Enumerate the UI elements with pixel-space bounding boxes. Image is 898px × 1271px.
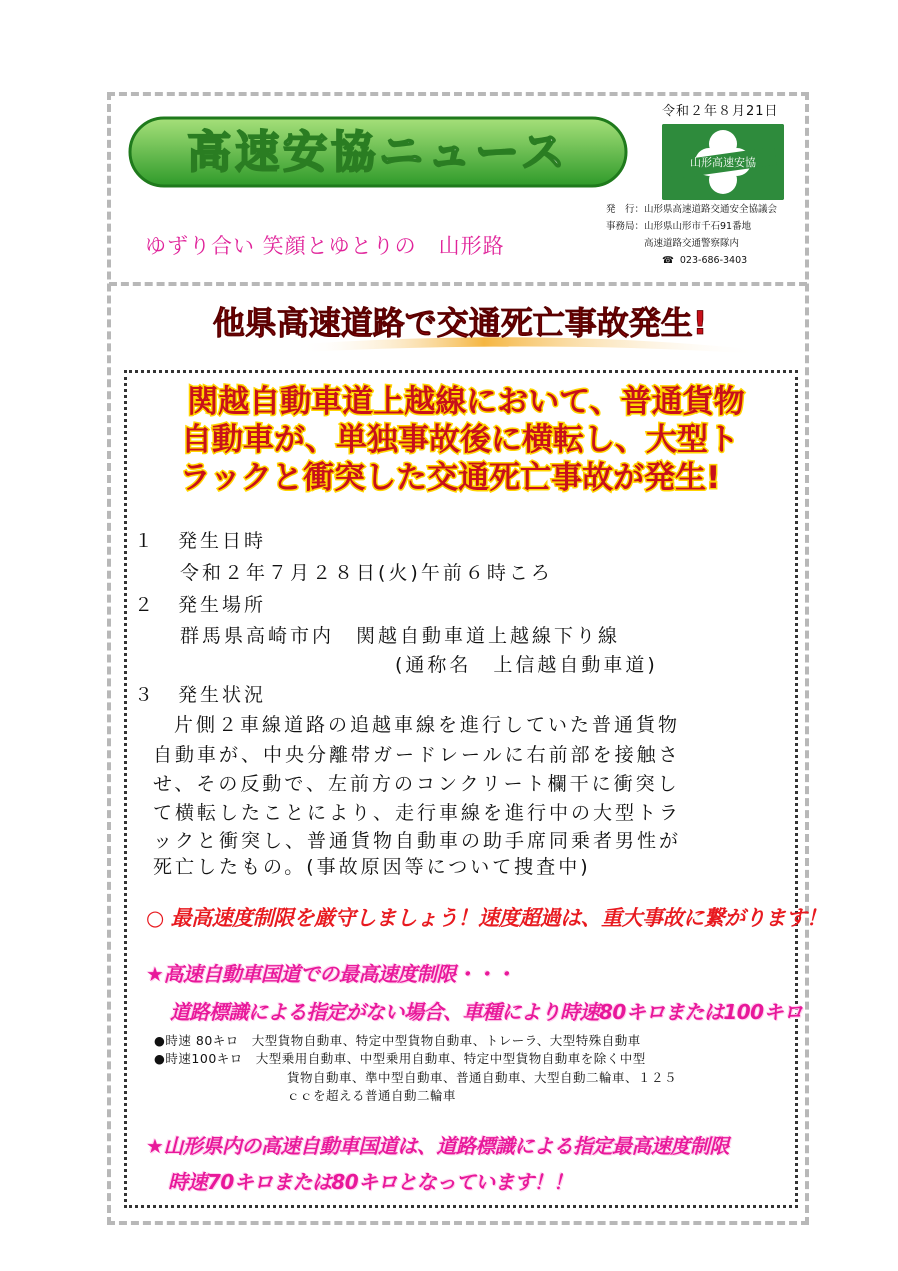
masthead bbox=[128, 112, 628, 192]
summary-line-3: ラックと衝突した交通死亡事故が発生! bbox=[179, 460, 721, 496]
section-1-body: 令和２年７月２８日(火)午前６時ころ bbox=[180, 562, 553, 584]
section-3-line-2: 自動車が、中央分離帯ガードレールに右前部を接触さ bbox=[153, 744, 681, 766]
section-3-line-5: ックと衝突し、普通貨物自動車の助手席同乗者男性が bbox=[153, 830, 682, 852]
masthead-title: 高速安協ニュース bbox=[187, 127, 569, 178]
section-3-title: ３ 発生状況 bbox=[134, 684, 267, 706]
issue-date: 令和２年８月21日 bbox=[662, 104, 779, 119]
summary-banner bbox=[150, 380, 790, 500]
section-2-title: ２ 発生場所 bbox=[134, 594, 267, 616]
slogan: ゆずり合い 笑顔とゆとりの 山形路 bbox=[145, 234, 505, 258]
section-3-line-6: 死亡したもの。(事故原因等について捜査中) bbox=[153, 856, 591, 878]
section-2-body-2: (通称名 上信越自動車道) bbox=[395, 654, 658, 676]
speed-limit-subheading: 道路標識による指定がない場合、車種により時速80キロまたは100キロ bbox=[170, 1000, 803, 1024]
section-1-title: １ 発生日時 bbox=[134, 530, 267, 552]
speed-row-80: ●時速 80キロ 大型貨物自動車、特定中型貨物自動車、トレーラ、大型特殊自動車 bbox=[154, 1033, 641, 1048]
logo bbox=[662, 124, 784, 200]
yamagata-limit-line-1: ★山形県内の高速自動車国道は、道路標識による指定最高速度制限 bbox=[146, 1134, 729, 1158]
publisher-phone-row bbox=[606, 252, 777, 269]
headline-graphic bbox=[150, 296, 770, 356]
speed-row-100: ●時速100キロ 大型乗用自動車、中型乗用自動車、特定中型貨物自動車を除く中型 bbox=[154, 1051, 646, 1066]
section-3-line-4: て横転したことにより、走行車線を進行中の大型トラ bbox=[153, 802, 682, 824]
speed-row-100-cont-2: ｃｃを超える普通自動二輪車 bbox=[287, 1088, 457, 1103]
section-3-line-1: 片側２車線道路の追越車線を進行していた普通貨物 bbox=[174, 714, 681, 736]
speed-warning: ○ 最高速度制限を厳守しましょう！速度超過は、重大事故に繋がります！ bbox=[146, 906, 827, 930]
yamagata-limit-line-2: 時速70キロまたは80キロとなっています！！ bbox=[168, 1170, 573, 1194]
publisher-issuer: 発 行：山形県高速道路交通安全協議会 bbox=[606, 204, 778, 215]
publisher-info bbox=[606, 201, 777, 269]
section-3-line-3: せ、その反動で、左前方のコンクリート欄干に衝突し bbox=[153, 773, 680, 795]
masthead-graphic bbox=[128, 112, 628, 192]
publisher-office: 事務局：山形県山形市千石91番地 bbox=[606, 221, 752, 232]
summary-line-1: 関越自動車道上越線において、普通貨物 bbox=[187, 384, 745, 420]
summary-line-2: 自動車が、単独事故後に横転し、大型ト bbox=[181, 422, 739, 458]
section-2-body: 群馬県高崎市内 関越自動車道上越線下り線 bbox=[180, 625, 621, 647]
summary-graphic bbox=[150, 380, 790, 500]
speed-limit-heading: ★高速自動車国道での最高速度制限・・・ bbox=[146, 962, 515, 986]
header-divider bbox=[109, 282, 807, 286]
publisher-office-2: 高速道路交通警察隊内 bbox=[644, 238, 740, 249]
logo-text: 山形高速安協 bbox=[690, 156, 756, 169]
headline bbox=[150, 296, 770, 356]
publisher-phone: 023-686-3403 bbox=[679, 255, 748, 266]
headline-title: 他県高速道路で交通死亡事故発生! bbox=[212, 304, 708, 342]
phone-icon: ☎ bbox=[662, 255, 674, 266]
speed-row-100-cont: 貨物自動車、準中型自動車、普通自動車、大型自動二輪車、１２５ bbox=[287, 1070, 678, 1085]
